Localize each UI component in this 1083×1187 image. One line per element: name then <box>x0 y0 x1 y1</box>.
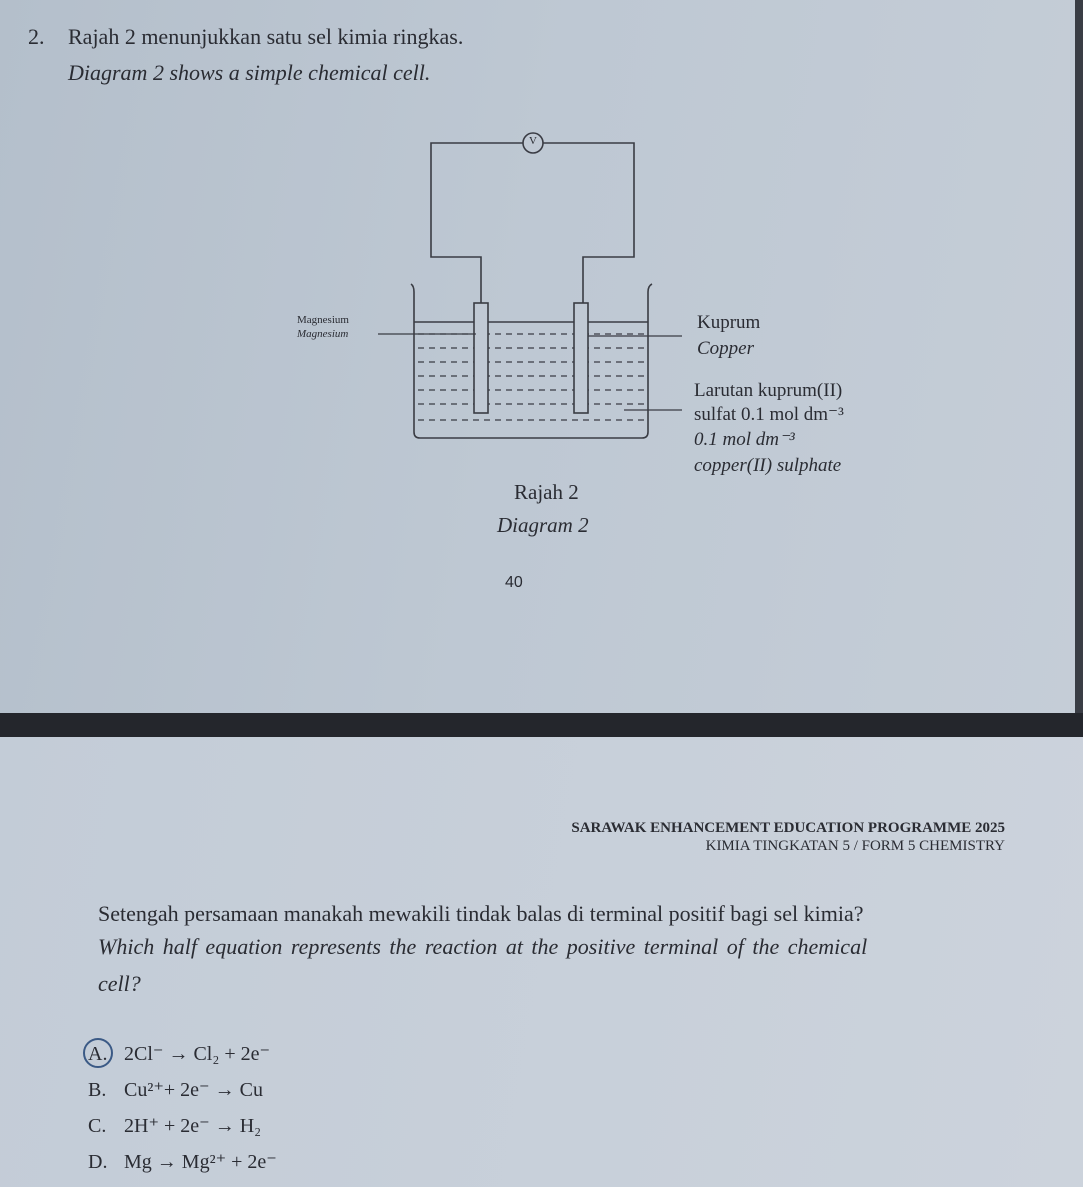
option-letter: D. <box>88 1151 108 1173</box>
prompt-malay: Setengah persamaan manakah mewakili tindak balas di terminal positif bagi sel kimia? <box>98 901 864 926</box>
page-number: 40 <box>505 574 523 591</box>
question-intro-english: Diagram 2 shows a simple chemical cell. <box>68 60 431 85</box>
option-c[interactable] <box>88 1113 261 1138</box>
answer-circle <box>83 1038 113 1068</box>
diagram-caption-malay: Rajah 2 <box>514 480 579 504</box>
option-equation: Cu²⁺+ 2e⁻ → Cu <box>124 1079 263 1101</box>
solution-label-english-1: 0.1 mol dm⁻³ <box>694 429 795 450</box>
solution-dashes <box>418 334 646 420</box>
header-programme: SARAWAK ENHANCEMENT EDUCATION PROGRAMME 2025 <box>571 820 1005 836</box>
option-equation: 2Cl⁻ → Cl₂ + 2e⁻ <box>124 1043 271 1065</box>
prompt-english: Which half equation represents the reaction at the positive terminal of the chemical <box>98 934 868 959</box>
solution-label-malay-2: sulfat 0.1 mol dm⁻³ <box>694 404 844 425</box>
header-subject: KIMIA TINGKATAN 5 / FORM 5 CHEMISTRY <box>705 838 1005 854</box>
option-letter: B. <box>88 1079 107 1101</box>
magnesium-electrode <box>474 303 488 413</box>
prompt-english-cont: cell? <box>98 971 141 996</box>
option-a[interactable] <box>88 1041 270 1066</box>
option-letter: C. <box>88 1115 107 1137</box>
diagram-caption-english: Diagram 2 <box>497 513 589 537</box>
copper-label-english: Copper <box>697 338 754 359</box>
option-d[interactable] <box>88 1149 277 1174</box>
circuit-wire <box>431 143 634 303</box>
copper-label-malay: Kuprum <box>697 312 761 333</box>
voltmeter-label: V <box>529 135 537 147</box>
solution-label-english-2: copper(II) sulphate <box>694 455 842 476</box>
copper-electrode <box>574 303 588 413</box>
page-divider <box>0 713 1083 737</box>
magnesium-label-english: Magnesium <box>297 328 349 340</box>
beaker <box>411 284 652 438</box>
magnesium-label-malay: Magnesium <box>297 314 349 326</box>
solution-label-malay-1: Larutan kuprum(II) <box>694 380 843 401</box>
option-b[interactable] <box>88 1077 263 1102</box>
option-letter: A. <box>88 1043 108 1065</box>
question-intro-malay: Rajah 2 menunjukkan satu sel kimia ringkas. <box>68 24 464 49</box>
option-equation: Mg → Mg²⁺ + 2e⁻ <box>124 1151 277 1173</box>
option-equation: 2H⁺ + 2e⁻ → H₂ <box>124 1115 262 1137</box>
question-number: 2. <box>28 24 45 49</box>
